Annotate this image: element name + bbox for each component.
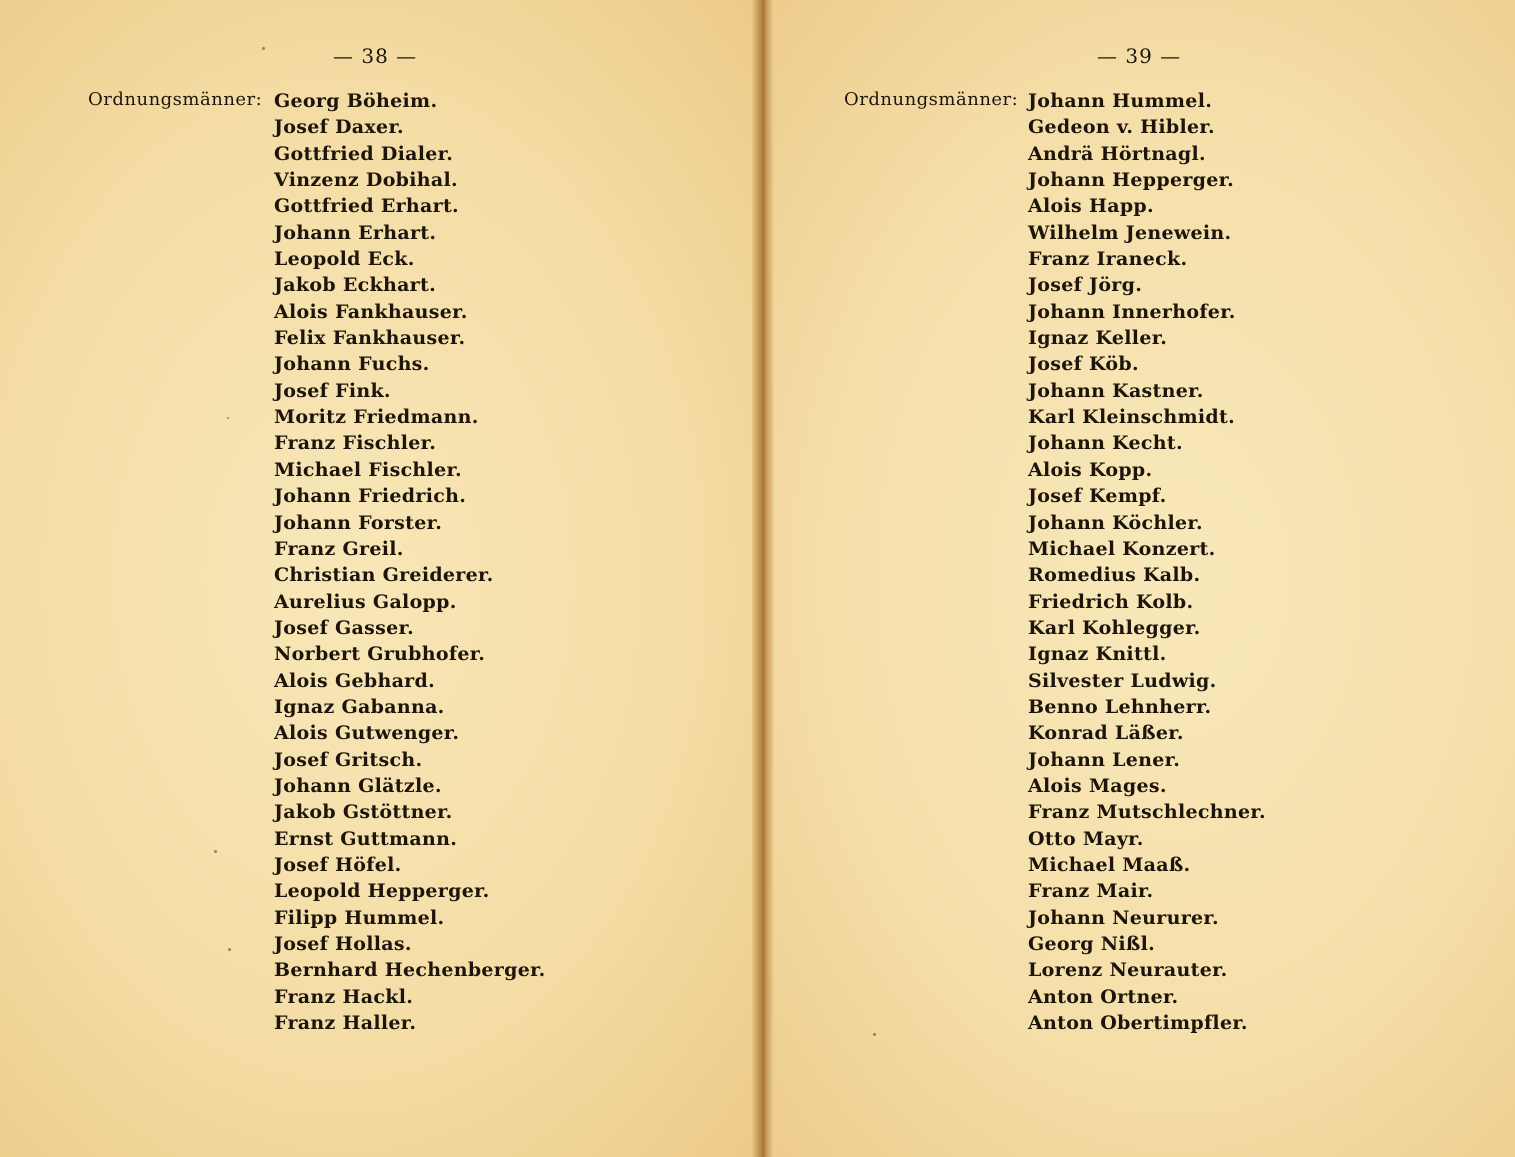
book-gutter [752,0,774,1157]
name-entry: Alois Fankhauser. [274,300,468,323]
name-entry: Friedrich Kolb. [1028,590,1194,613]
name-entry: Ignaz Knittl. [1028,643,1167,666]
name-entry: Bernhard Hechenberger. [274,959,546,982]
name-entry: Franz Greil. [274,537,404,560]
name-entry: Josef Hollas. [274,933,412,955]
name-entry: Alois Happ. [1028,195,1154,218]
section-label: Ordnungsmänner: [844,89,1019,110]
name-entry: Johann Erhart. [274,221,437,244]
name-entry: Johann Innerhofer. [1028,300,1236,323]
name-entry: Ignaz Gabanna. [274,695,445,718]
name-entry: Andrä Hörtnagl. [1028,142,1206,165]
name-entry: Lorenz Neurauter. [1028,959,1228,982]
right-page [762,0,1515,1157]
name-entry: Anton Ortner. [1028,985,1179,1008]
name-entry: Konrad Läßer. [1028,722,1184,745]
name-entry: Josef Jörg. [1028,274,1143,297]
name-entry: Franz Hackl. [274,985,414,1008]
name-entry: Benno Lehnherr. [1028,695,1212,718]
name-entry: Josef Fink. [274,379,391,402]
name-entry: Norbert Grubhofer. [274,643,486,666]
name-entry: Josef Gritsch. [274,748,423,771]
name-entry: Franz Iraneck. [1028,248,1188,271]
name-entry: Gottfried Dialer. [274,142,454,165]
name-entry: Karl Kohlegger. [1028,616,1201,639]
name-entry: Silvester Ludwig. [1028,669,1217,692]
name-entry: Johann Hepperger. [1028,169,1235,192]
name-entry: Ignaz Keller. [1028,327,1168,350]
name-entry: Josef Daxer. [274,116,404,139]
name-entry: Felix Fankhauser. [274,327,466,350]
name-entry: Johann Fuchs. [274,353,430,376]
name-entry: Johann Kastner. [1028,379,1204,402]
name-entry: Johann Glätzle. [274,774,442,797]
name-entry: Michael Fischler. [274,458,462,481]
name-entry: Jakob Eckhart. [274,274,436,297]
page-number: — 39 — [1097,44,1182,68]
name-entry: Johann Kecht. [1028,432,1183,455]
name-entry: Johann Hummel. [1028,90,1213,112]
name-entry: Franz Fischler. [274,432,437,455]
name-entry: Josef Köb. [1028,353,1139,376]
name-entry: Johann Forster. [274,511,443,534]
paper-speck [214,850,217,853]
name-entry: Moritz Friedmann. [274,406,479,429]
name-entry: Josef Kempf. [1028,485,1167,508]
name-entry: Anton Obertimpfler. [1028,1012,1248,1035]
name-entry: Leopold Eck. [274,248,415,271]
name-entry: Alois Gutwenger. [274,722,460,745]
name-entry: Gottfried Erhart. [274,195,459,218]
name-entry: Leopold Hepperger. [274,880,490,903]
name-entry: Christian Greiderer. [274,564,494,587]
name-entry: Michael Maaß. [1028,853,1191,876]
name-entry: Josef Höfel. [274,853,402,876]
name-entry: Filipp Hummel. [274,906,445,929]
name-entry: Gedeon v. Hibler. [1028,116,1215,139]
name-entry: Franz Haller. [274,1012,417,1035]
name-entry: Karl Kleinschmidt. [1028,406,1235,429]
name-entry: Alois Mages. [1028,774,1167,797]
name-entry: Romedius Kalb. [1028,564,1201,587]
name-entry: Alois Gebhard. [274,669,435,692]
name-entry: Otto Mayr. [1028,827,1144,850]
name-entry: Aurelius Galopp. [274,590,457,613]
name-entry: Johann Friedrich. [274,485,467,508]
name-entry: Alois Kopp. [1028,458,1153,481]
name-entry: Franz Mair. [1028,880,1154,903]
name-entry: Ernst Guttmann. [274,827,458,850]
name-entry: Johann Neururer. [1028,906,1219,929]
name-list [274,88,546,1036]
name-entry: Georg Nißl. [1028,933,1156,955]
name-entry: Vinzenz Dobihal. [274,169,458,192]
name-entry: Johann Lener. [1028,748,1181,771]
name-entry: Johann Köchler. [1028,511,1203,534]
name-entry: Jakob Gstöttner. [274,801,453,824]
name-entry: Franz Mutschlechner. [1028,801,1266,824]
paper-speck [228,948,231,951]
paper-speck [873,1033,876,1036]
page-number: — 38 — [333,44,418,68]
name-entry: Georg Böheim. [274,90,438,112]
name-list [1028,88,1266,1036]
name-entry: Josef Gasser. [274,616,415,639]
section-label: Ordnungsmänner: [88,89,263,110]
paper-speck [227,417,229,419]
name-entry: Wilhelm Jenewein. [1028,221,1232,244]
paper-speck [262,47,265,50]
name-entry: Michael Konzert. [1028,537,1216,560]
